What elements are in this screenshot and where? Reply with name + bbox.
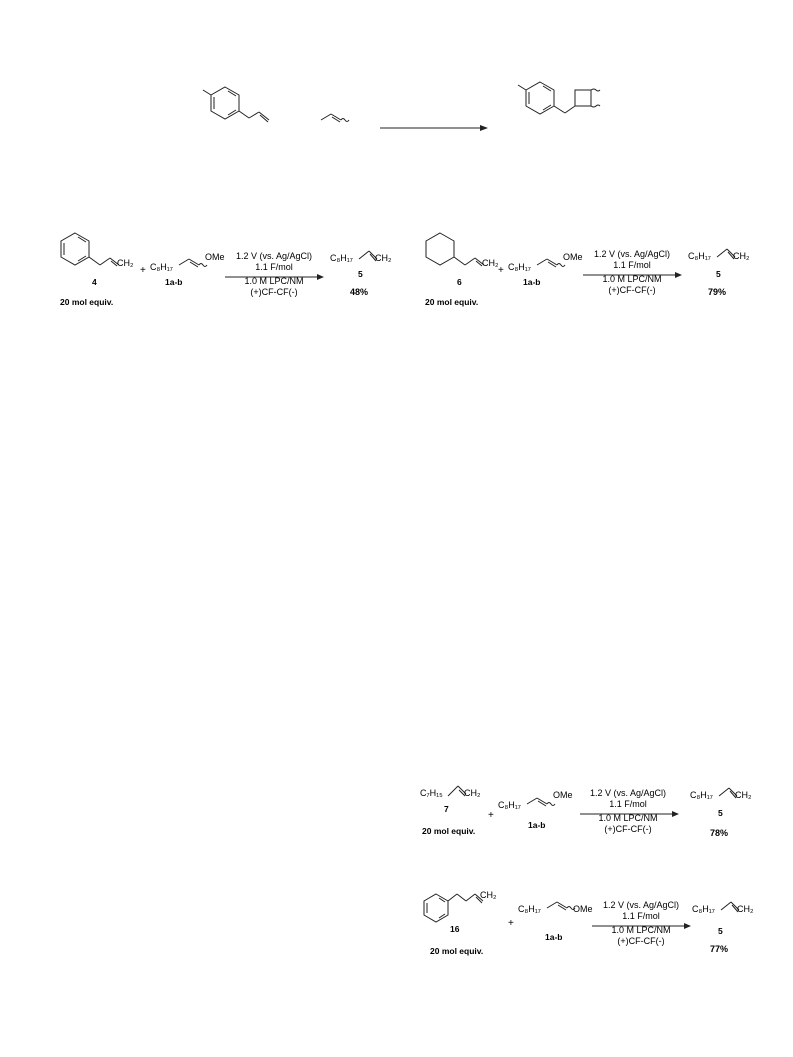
condition-electrolyte: 1.0 M LPC/NM [611,925,671,935]
product-5-label: 5 [718,808,723,818]
condition-electrolyte: 1.0 M LPC/NM [602,274,662,284]
reactant-16-group: CH₂ [480,890,497,900]
reactant-7-equiv: 20 mol equiv. [422,826,476,836]
top-scheme [195,70,615,160]
product-5-group: CH₂ [375,253,392,263]
condition-charge: 1.1 F/mol [255,262,293,272]
reactant-7-group: CH₂ [464,788,481,798]
condition-charge: 1.1 F/mol [609,799,647,809]
condition-electrodes: (+)CF-CF(-) [608,285,656,295]
scheme-2 [420,225,760,315]
top-reactant-ring [211,87,239,119]
condition-voltage: 1.2 V (vs. Ag/AgCl) [235,251,313,261]
reactant-16-label: 16 [450,924,460,934]
reactant-16-equiv: 20 mol equiv. [430,946,484,956]
yield-2: 79% [708,287,727,297]
condition-charge: 1.1 F/mol [613,260,651,270]
top-product-cyclobutane [575,90,591,106]
top-scheme-drawing [195,70,615,160]
reagent-1ab-group: OMe [205,252,225,262]
condition-charge: 1.1 F/mol [622,911,660,921]
reagent-1ab-prefix: C₈H₁₇ [150,262,173,272]
product-5-prefix: C₈H₁₇ [330,253,353,263]
yield-4: 77% [710,944,729,954]
plus-sign: + [488,810,494,821]
reactant-6-equiv: 20 mol equiv. [425,297,479,307]
top-product-ring [526,82,554,114]
scheme-3 [420,780,760,850]
plus-sign: + [508,918,514,929]
reaction-arrow-2 [583,271,683,279]
scheme-4 [420,888,760,968]
condition-electrolyte: 1.0 M LPC/NM [598,813,658,823]
product-5-prefix: C₈H₁₇ [692,904,715,914]
reaction-arrow-1 [225,273,325,281]
top-reagent-chain [321,114,331,120]
reactant-6-label: 6 [457,277,462,287]
condition-electrodes: (+)CF-CF(-) [617,936,665,946]
condition-electrodes: (+)CF-CF(-) [250,287,298,297]
reagent-1ab-label: 1a-b [523,277,541,287]
condition-voltage: 1.2 V (vs. Ag/AgCl) [589,788,667,798]
product-5-prefix: C₈H₁₇ [688,251,711,261]
condition-voltage: 1.2 V (vs. Ag/AgCl) [593,249,671,259]
plus-sign: + [498,265,504,276]
product-5-label: 5 [718,926,723,936]
condition-electrolyte: 1.0 M LPC/NM [244,276,304,286]
yield-3: 78% [710,828,729,838]
product-5-label: 5 [716,269,721,279]
condition-electrodes: (+)CF-CF(-) [604,824,652,834]
reactant-7-prefix: C₇H₁₅ [420,788,443,798]
reagent-1ab-prefix: C₈H₁₇ [518,904,541,914]
plus-sign: + [140,265,146,276]
reaction-arrow-3 [580,810,680,818]
reagent-1ab-prefix: C₈H₁₇ [498,800,521,810]
condition-voltage: 1.2 V (vs. Ag/AgCl) [602,900,680,910]
top-reactant-methyl [203,90,211,95]
product-5-group: CH₂ [737,904,754,914]
scheme-1 [55,225,395,315]
reactant-4-equiv: 20 mol equiv. [60,297,114,307]
reagent-1ab-label: 1a-b [165,277,183,287]
reagent-1ab-label: 1a-b [528,820,546,830]
reactant-4-group: CH₂ [117,258,134,268]
reaction-arrow-4 [592,922,692,930]
product-5-prefix: C₈H₁₇ [690,790,713,800]
reagent-1ab-prefix: C₈H₁₇ [508,262,531,272]
reagent-1ab-label: 1a-b [545,932,563,942]
reagent-1ab-group: OMe [573,904,593,914]
reactant-4-label: 4 [92,277,97,287]
yield-1: 48% [350,287,369,297]
reagent-1ab-group: OMe [563,252,583,262]
product-5-label: 5 [358,269,363,279]
product-5-group: CH₂ [735,790,752,800]
reactant-7-label: 7 [444,804,449,814]
reactant-6-group: CH₂ [482,258,499,268]
product-5-group: CH₂ [733,251,750,261]
reagent-1ab-group: OMe [553,790,573,800]
